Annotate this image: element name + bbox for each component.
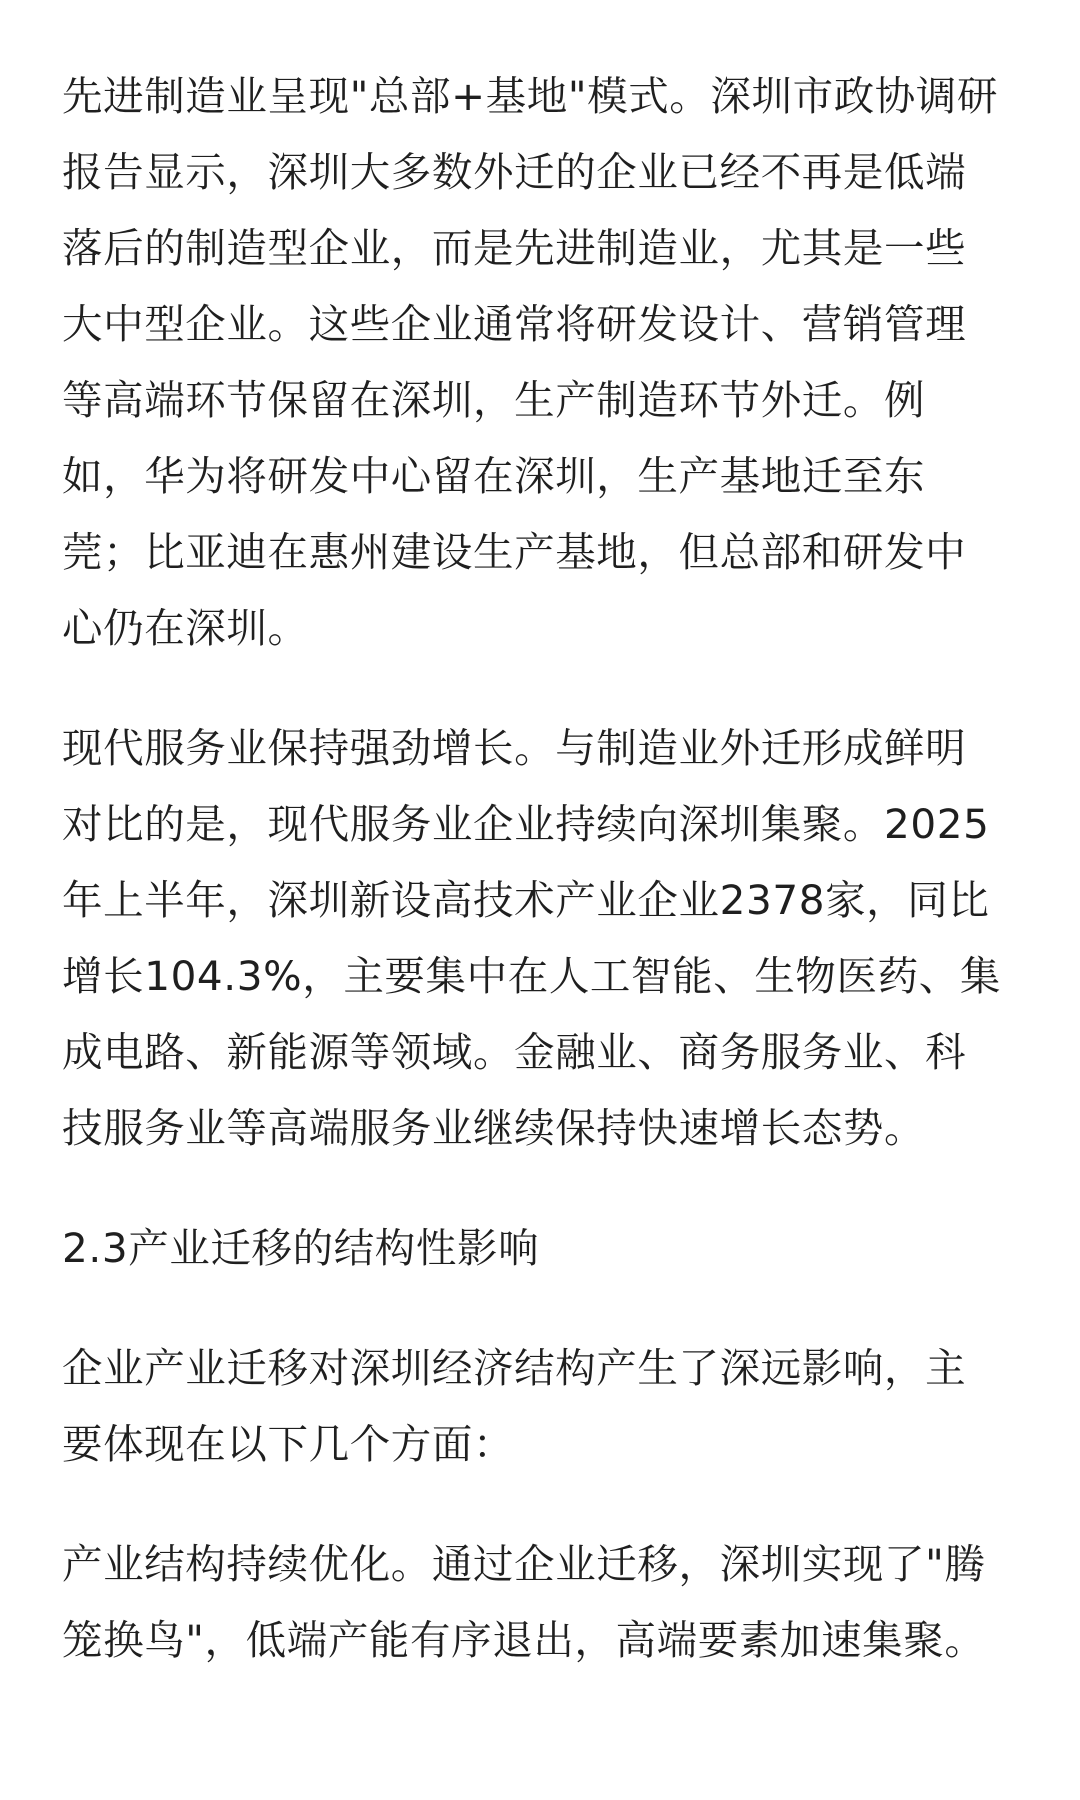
text-line: 莞；比亚迪在惠州建设生产基地，但总部和研发中 bbox=[62, 528, 967, 576]
text-line: 对比的是，现代服务业企业持续向深圳集聚。2025 bbox=[62, 800, 990, 848]
text-line: 要体现在以下几个方面： bbox=[62, 1420, 515, 1468]
text-line: 大中型企业。这些企业通常将研发设计、营销管理 bbox=[62, 300, 967, 348]
text-line: 落后的制造型企业，而是先进制造业，尤其是一些 bbox=[62, 224, 967, 272]
text-line: 现代服务业保持强劲增长。与制造业外迁形成鲜明 bbox=[62, 724, 967, 772]
paragraph-advanced-manufacturing bbox=[62, 58, 1020, 666]
text-line: 等高端环节保留在深圳，生产制造环节外迁。例 bbox=[62, 376, 926, 424]
paragraph-intro bbox=[62, 1330, 1020, 1482]
paragraph-structure-optimization bbox=[62, 1526, 1020, 1678]
text-line: 产业结构持续优化。通过企业迁移，深圳实现了"腾 bbox=[62, 1540, 986, 1588]
text-line: 年上半年，深圳新设高技术产业企业2378家，同比 bbox=[62, 876, 990, 924]
paragraph-spacer bbox=[62, 1482, 1020, 1526]
section-heading: 2.3产业迁移的结构性影响 bbox=[62, 1224, 540, 1272]
text-line: 企业产业迁移对深圳经济结构产生了深远影响，主 bbox=[62, 1344, 967, 1392]
paragraph-modern-services bbox=[62, 710, 1020, 1166]
text-line: 笼换鸟"，低端产能有序退出，高端要素加速集聚。 bbox=[62, 1616, 986, 1664]
text-line: 如，华为将研发中心留在深圳，生产基地迁至东 bbox=[62, 452, 926, 500]
text-line: 增长104.3%，主要集中在人工智能、生物医药、集 bbox=[62, 952, 1001, 1000]
paragraph-spacer bbox=[62, 1286, 1020, 1330]
text-line: 技服务业等高端服务业继续保持快速增长态势。 bbox=[62, 1104, 926, 1152]
text-line: 先进制造业呈现"总部+基地"模式。深圳市政协调研 bbox=[62, 72, 999, 120]
text-line: 报告显示，深圳大多数外迁的企业已经不再是低端 bbox=[62, 148, 967, 196]
paragraph-spacer bbox=[62, 666, 1020, 710]
text-line: 心仍在深圳。 bbox=[62, 604, 309, 652]
text-line: 成电路、新能源等领域。金融业、商务服务业、科 bbox=[62, 1028, 967, 1076]
paragraph-spacer bbox=[62, 1166, 1020, 1210]
